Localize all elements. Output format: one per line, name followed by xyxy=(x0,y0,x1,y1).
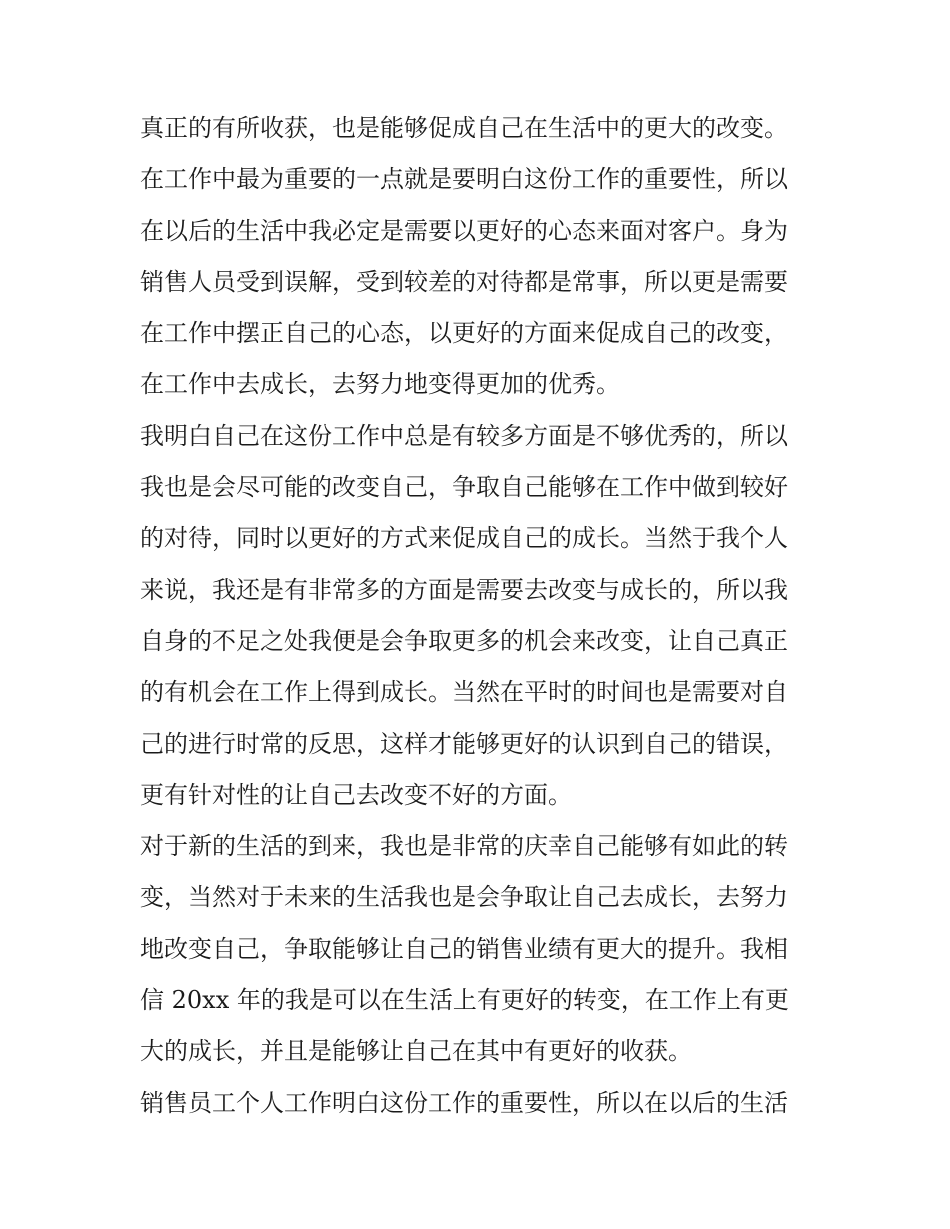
text-line: 大的成长，并且是能够让自己在其中有更好的收获。 xyxy=(140,1037,692,1066)
text-line: 我也是会尽可能的改变自己，争取自己能够在工作中做到较好 xyxy=(140,473,788,502)
text-line: 地改变自己，争取能够让自己的销售业绩有更大的提升。我相 xyxy=(140,934,788,963)
text-line: 在工作中去成长，去努力地变得更加的优秀。 xyxy=(140,370,620,399)
text-line: 信 20xx 年的我是可以在生活上有更好的转变，在工作上有更 xyxy=(140,986,789,1015)
text-line: 更有针对性的让自己去改变不好的方面。 xyxy=(140,780,572,809)
document-body xyxy=(140,103,820,1129)
text-line: 真正的有所收获，也是能够促成自己在生活中的更大的改变。 xyxy=(140,114,788,142)
text-line: 对于新的生活的到来，我也是非常的庆幸自己能够有如此的转 xyxy=(140,832,788,861)
text-line: 变，当然对于未来的生活我也是会争取让自己去成长，去努力 xyxy=(140,883,788,912)
text-line: 己的进行时常的反思，这样才能够更好的认识到自己的错误， xyxy=(140,729,788,758)
text-line: 自身的不足之处我便是会争取更多的机会来改变，让自己真正 xyxy=(140,626,788,655)
text-line: 我明白自己在这份工作中总是有较多方面是不够优秀的，所以 xyxy=(140,421,788,450)
text-line: 销售人员受到误解，受到较差的对待都是常事，所以更是需要 xyxy=(140,267,788,296)
text-line: 的有机会在工作上得到成长。当然在平时的时间也是需要对自 xyxy=(140,678,788,707)
text-line: 在工作中摆正自己的心态，以更好的方面来促成自己的改变， xyxy=(140,319,788,348)
text-line: 在工作中最为重要的一点就是要明白这份工作的重要性，所以 xyxy=(140,165,788,194)
text-line: 销售员工个人工作明白这份工作的重要性，所以在以后的生活 xyxy=(140,1088,788,1117)
text-line: 来说，我还是有非常多的方面是需要去改变与成长的，所以我 xyxy=(140,575,788,604)
text-line: 在以后的生活中我必定是需要以更好的心态来面对客户。身为 xyxy=(140,216,788,245)
text-line: 的对待，同时以更好的方式来促成自己的成长。当然于我个人 xyxy=(140,524,788,553)
